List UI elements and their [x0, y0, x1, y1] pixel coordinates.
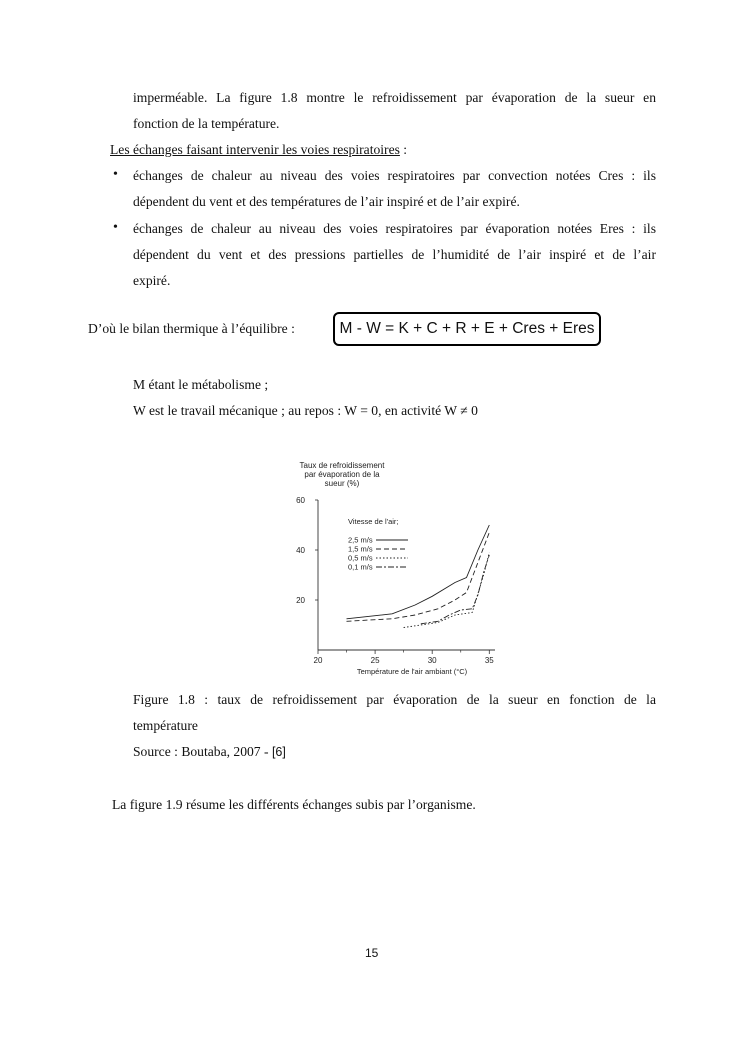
- chart-title-line: Taux de refroidissement: [299, 461, 385, 470]
- para-line: imperméable. La figure 1.8 montre le refroidissement par évaporation de la sueur en: [133, 90, 656, 105]
- x-tick-label: 30: [427, 656, 437, 665]
- x-tick-label: 35: [484, 656, 494, 665]
- chart-title-line: par évaporation de la: [304, 470, 380, 479]
- bullet-icon: •: [113, 167, 118, 182]
- bullet-line: dépendent du vent et des pressions partielles de l’humidité de l’air inspiré et de l’air: [133, 247, 656, 262]
- series-line: [421, 555, 490, 624]
- section-heading-text: Les échanges faisant intervenir les voies respiratoires: [110, 142, 400, 157]
- bullet-line: échanges de chaleur au niveau des voies respiratoires par convection notées Cres : ils: [133, 168, 656, 183]
- legend-label: 2,5 m/s: [348, 535, 373, 545]
- section-heading: Les échanges faisant intervenir les voies respiratoires :: [110, 142, 408, 157]
- sweat-cooling-chart: [280, 452, 510, 682]
- figure-caption-line: température: [133, 718, 198, 733]
- bullet-icon: •: [113, 220, 118, 235]
- bullet-line: expiré.: [133, 273, 171, 288]
- x-axis-label: Température de l'air ambiant (°C): [356, 667, 468, 676]
- citation-ref: [6]: [271, 745, 286, 759]
- equation-text: M - W = K + C + R + E + Cres + Eres: [339, 320, 595, 337]
- figure-caption: Figure 1.8 : taux de refroidissement par évaporation de la sueur en fonction de la: [133, 692, 656, 707]
- legend-label: 0,1 m/s: [348, 562, 373, 572]
- legend-label: 1,5 m/s: [348, 544, 373, 554]
- page-number: 15: [365, 946, 379, 960]
- definition-m: M étant le métabolisme ;: [133, 377, 269, 392]
- chart-title-line: sueur (%): [324, 479, 360, 488]
- equation-box: [333, 312, 601, 346]
- closing-paragraph: La figure 1.9 résume les différents échanges subis par l’organisme.: [112, 797, 476, 812]
- definition-w: W est le travail mécanique ; au repos : W = 0, en activité W ≠ 0: [133, 403, 478, 418]
- figure-source: Source : Boutaba, 2007 - [6]: [133, 744, 286, 759]
- bullet-line: échanges de chaleur au niveau des voies respiratoires par évaporation notées Eres : ils: [133, 221, 656, 236]
- y-tick-label: 40: [296, 546, 305, 555]
- y-tick-label: 60: [296, 496, 305, 505]
- bullet-line: dépendent du vent et des températures de l’air inspiré et de l’air expiré.: [133, 194, 520, 209]
- balance-label: D’où le bilan thermique à l’équilibre :: [88, 321, 295, 336]
- legend-title: Vitesse de l'air;: [348, 517, 399, 526]
- legend-label: 0,5 m/s: [348, 553, 373, 563]
- x-tick-label: 20: [313, 656, 323, 665]
- y-tick-label: 20: [296, 596, 305, 605]
- para-line: fonction de la température.: [133, 116, 280, 131]
- x-tick-label: 25: [370, 656, 380, 665]
